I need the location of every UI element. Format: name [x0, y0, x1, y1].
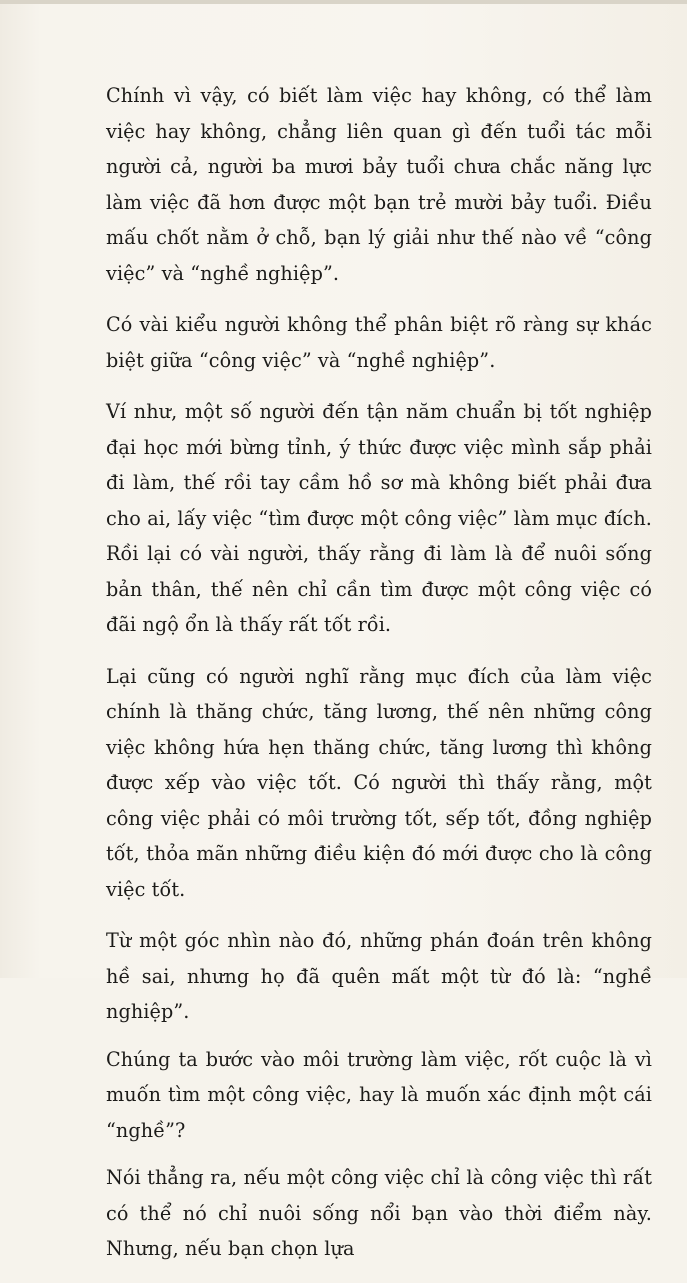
paragraph-4: Lại cũng có người nghĩ rằng mục đích của làm việc chính là thăng chức, tăng lương, thế nên những công việc không hứa hẹn thăng chức, tăng lương thì không được xếp vào việc tốt. Có người thì thấy rằng, một công việc phải có môi trường tốt, sếp tốt, đồng nghiệp tốt, thỏa mãn những điều kiện đó mới được cho là công việc tốt.	[106, 664, 652, 901]
paragraph-3: Ví như, một số người đến tận năm chuẩn bị tốt nghiệp đại học mới bừng tỉnh, ý thức được việc mình sắp phải đi làm, thế rồi tay cầm hồ sơ mà không biết phải đưa cho ai, lấy việc “tìm được một công việc” làm mục đích. Rồi lại có vài người, thấy rằng đi làm là để nuôi sống bản thân, thế nên chỉ cần tìm được một công việc có đãi ngộ ổn là thấy rất tốt rồi.	[106, 400, 652, 636]
page-body-text	[106, 78, 652, 1283]
paragraph-2: Có vài kiểu người không thể phân biệt rõ ràng sự khác biệt giữa “công việc” và “nghề nghiệp”.	[106, 313, 652, 372]
paragraph-5: Từ một góc nhìn nào đó, những phán đoán trên không hề sai, nhưng họ đã quên mất một từ đó là: “nghề nghiệp”.	[106, 929, 652, 1023]
paragraph-6: Chúng ta bước vào môi trường làm việc, rốt cuộc là vì muốn tìm một công việc, hay là muốn xác định một cái “nghề”?	[106, 1047, 652, 1142]
scan-edge	[0, 0, 687, 4]
paragraph-1: Chính vì vậy, có biết làm việc hay không, có thể làm việc hay không, chẳng liên quan gì đến tuổi tác mỗi người cả, người ba mươi bảy tuổi chưa chắc năng lực làm việc đã hơn được một bạn trẻ mười bảy tuổi. Điều mấu chốt nằm ở chỗ, bạn lý giải như thế nào về “công việc” và “nghề nghiệp”.	[106, 84, 652, 285]
paragraph-7: Nói thẳng ra, nếu một công việc chỉ là công việc thì rất có thể nó chỉ nuôi sống nổi bạn vào thời điểm này. Nhưng, nếu bạn chọn lựa	[106, 1166, 652, 1260]
